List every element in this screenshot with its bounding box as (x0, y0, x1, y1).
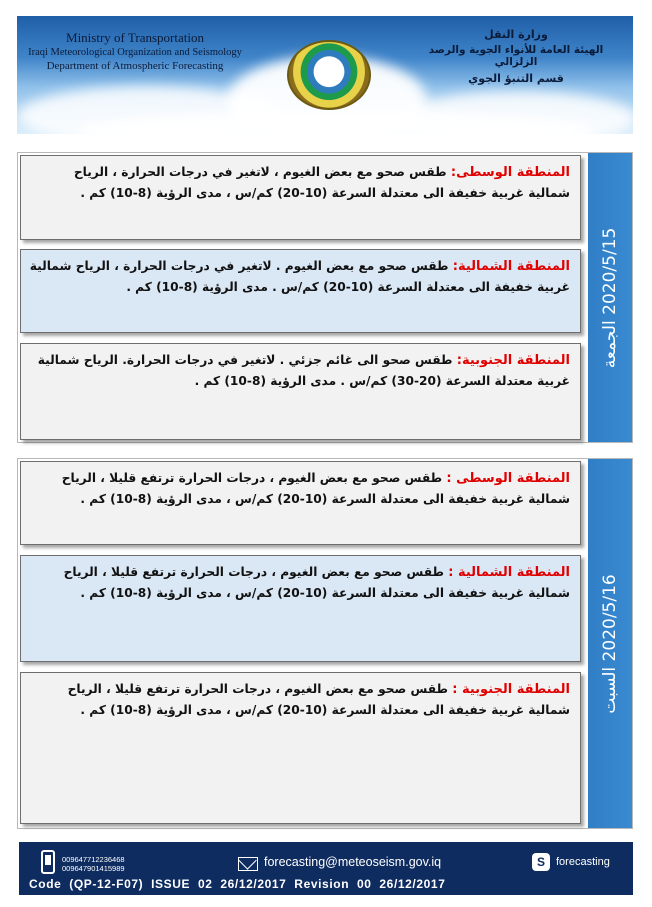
region-central-day2 (20, 461, 581, 545)
region-forecast: طقس صحو مع بعض الغيوم ، درجات الحرارة ترتفع قليلا ، الرياح شمالية غربية خفيفة الى معتدلة السرعة (10-20) كم/س ، مدى الرؤية (8-10) كم . (61, 471, 570, 506)
region-name: المنطقة الشمالية : (448, 565, 570, 580)
phone-numbers (62, 855, 125, 873)
department-name-en: Department of Atmospheric Forecasting (46, 60, 224, 72)
day-date-label: 2020/5/15 الجمعة (600, 227, 620, 368)
region-forecast: طقس صحو مع بعض الغيوم . لاتغير في درجات الحرارة ، الرياح شمالية غربية خفيفة الى معتدلة السرعة (10-20) كم/س . مدى الرؤية (8-10) كم . (29, 259, 570, 294)
region-south-day2 (20, 672, 581, 824)
organization-name-ar: الهيئة العامة للأنواء الجوية والرصد الزلزالي (428, 44, 604, 68)
document-code-line: Code (QP-12-F07) ISSUE 02 26/12/2017 Revision 00 26/12/2017 (29, 877, 446, 891)
footer-bar (19, 842, 633, 895)
day-date-label: 2020/5/16 السبت (600, 573, 620, 714)
day-panel-saturday (17, 458, 633, 829)
date-strip (588, 459, 632, 828)
header-english (25, 30, 245, 72)
date-strip (588, 153, 632, 442)
department-name-ar: قسم التنبؤ الجوي (468, 72, 564, 85)
region-name: المنطقة الوسطى: (450, 165, 570, 180)
phone-number: 009647712236468 (62, 855, 125, 864)
mail-icon (238, 857, 258, 871)
phone-icon (41, 850, 55, 874)
region-name: المنطقة الجنوبية: (456, 353, 570, 368)
phone-number: 009647901415989 (62, 864, 125, 873)
region-forecast: طقس صحو مع بعض الغيوم ، لاتغير في درجات الحرارة ، الرياح شمالية غربية خفيفة الى معتدلة السرعة (10-20) كم/س ، مدى الرؤية (8-10) كم . (73, 165, 570, 200)
region-name: المنطقة الوسطى : (446, 471, 570, 486)
ministry-name-ar: وزارة النقل (484, 28, 548, 41)
header-banner (17, 16, 633, 134)
organization-name-en: Iraqi Meteorological Organization and Seismology (28, 47, 242, 58)
day-panel-friday (17, 152, 633, 443)
region-south-day1 (20, 343, 581, 440)
region-north-day1 (20, 249, 581, 333)
email-link[interactable]: forecasting@meteoseism.gov.iq (264, 855, 442, 869)
region-forecast: طقس صحو الى غائم جزئي . لاتغير في درجات الحرارة. الرياح شمالية غربية معتدلة السرعة (20-30) كم/س . مدى الرؤية (8-10) كم . (37, 353, 570, 388)
skype-handle[interactable]: forecasting (556, 856, 610, 868)
skype-icon: S (532, 853, 550, 871)
region-north-day2 (20, 555, 581, 662)
region-forecast: طقس صحو مع بعض الغيوم ، درجات الحرارة ترتفع قليلا ، الرياح شمالية غربية خفيفة الى معتدلة السرعة (10-20) كم/س ، مدى الرؤية (8-10) كم . (67, 682, 570, 717)
region-central-day1 (20, 155, 581, 240)
region-name: المنطقة الجنوبية : (452, 682, 570, 697)
region-forecast: طقس صحو مع بعض الغيوم ، درجات الحرارة ترتفع قليلا ، الرياح شمالية غربية خفيفة الى معتدلة السرعة (10-20) كم/س ، مدى الرؤية (8-10) كم . (63, 565, 570, 600)
region-name: المنطقة الشمالية: (452, 259, 570, 274)
header-arabic (411, 28, 621, 85)
ministry-name-en: Ministry of Transportation (66, 30, 204, 45)
organization-seal-icon (287, 40, 371, 110)
